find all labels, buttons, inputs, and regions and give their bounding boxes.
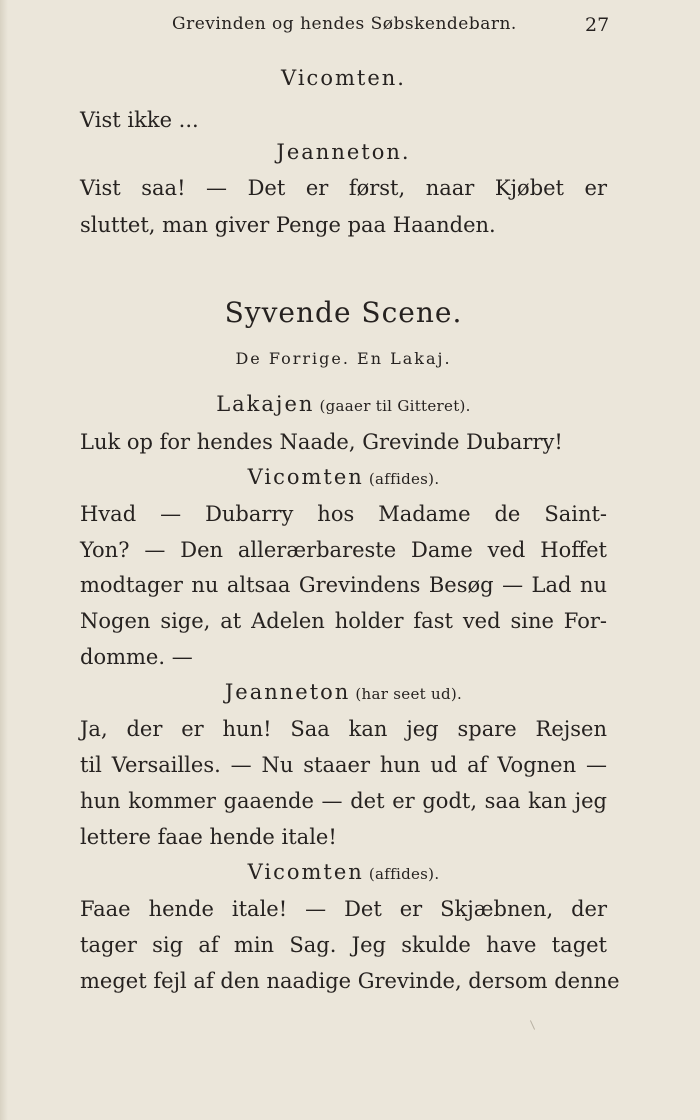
speaker-name: Lakajen: [216, 392, 315, 416]
speaker-name: Jeanneton: [224, 680, 351, 704]
stage-direction: (affides).: [368, 865, 440, 883]
dialogue-line: Yon? — Den allerærbareste Dame ved Hoffet: [80, 538, 607, 562]
speaker-heading: [80, 860, 607, 884]
stage-direction: (gaaer til Gitteret).: [319, 397, 471, 415]
running-header: Grevinden og hendes Søbskendebarn.: [172, 14, 517, 34]
dialogue-line: Vist ikke ...: [80, 108, 199, 132]
dialogue-line: domme. —: [80, 645, 193, 669]
dialogue-line: sluttet, man giver Penge paa Haanden.: [80, 213, 496, 237]
dialogue-line: meget fejl af den naadige Grevinde, dersom denne: [80, 969, 620, 993]
speaker-name: Vicomten: [247, 860, 364, 884]
scene-heading: Syvende Scene.: [224, 296, 463, 329]
speaker-heading: [80, 680, 607, 704]
dialogue-line: hun kommer gaaende — det er godt, saa kan jeg: [80, 789, 607, 813]
stage-direction: (affides).: [368, 470, 440, 488]
dialogue-line: Hvad — Dubarry hos Madame de Saint-: [80, 502, 607, 526]
dialogue-line: til Versailles. — Nu staaer hun ud af Vognen —: [80, 753, 607, 777]
speaker-name: Jeanneton.: [276, 140, 411, 164]
dialogue-line: lettere faae hende itale!: [80, 825, 337, 849]
dialogue-line: modtager nu altsaa Grevindens Besøg — Lad nu: [80, 573, 607, 597]
paper-mark: [530, 1020, 535, 1029]
dialogue-line: Nogen sige, at Adelen holder fast ved sine For-: [80, 609, 607, 633]
dialogue-line: Luk op for hendes Naade, Grevinde Dubarry!: [80, 430, 563, 454]
speaker-name: Vicomten.: [281, 66, 406, 90]
stage-direction: (har seet ud).: [355, 685, 463, 703]
dialogue-line: tager sig af min Sag. Jeg skulde have taget: [80, 933, 607, 957]
cast-list: De Forrige. En Lakaj.: [235, 349, 452, 368]
dialogue-line: Vist saa! — Det er først, naar Kjøbet er: [80, 176, 607, 200]
speaker-name: Vicomten: [247, 465, 364, 489]
page-gutter-edge: [0, 0, 8, 1120]
dialogue-line: Ja, der er hun! Saa kan jeg spare Rejsen: [80, 717, 607, 741]
speaker-heading: [80, 140, 607, 164]
dialogue-line: Faae hende itale! — Det er Skjæbnen, der: [80, 897, 607, 921]
page-number: 27: [585, 14, 610, 36]
speaker-heading: [80, 465, 607, 489]
speaker-heading: [80, 392, 607, 416]
speaker-heading: [80, 66, 607, 90]
